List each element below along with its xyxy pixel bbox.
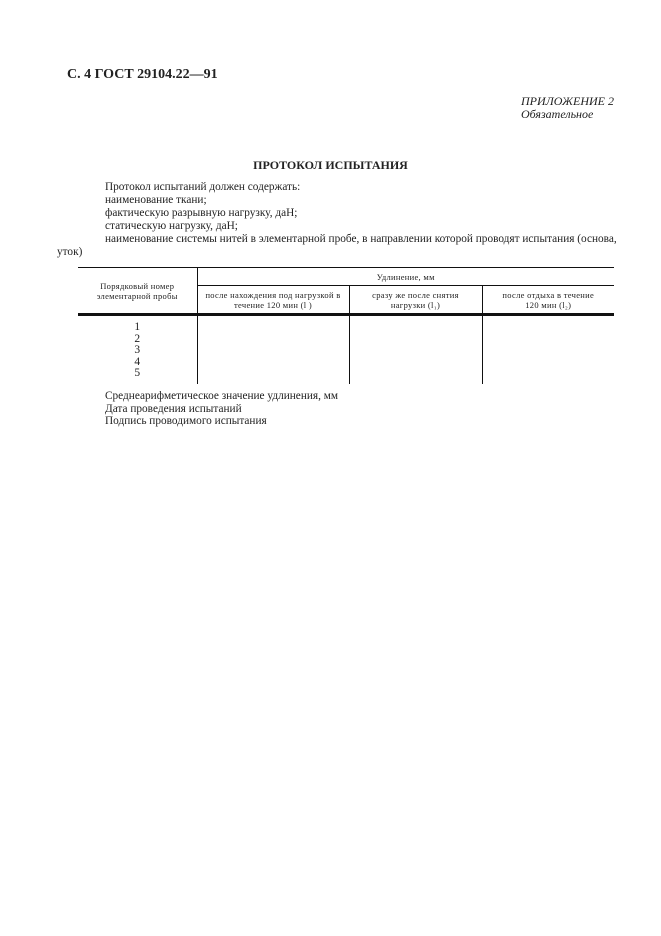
row-number: 1 xyxy=(134,321,141,333)
col-header-sample-number: Порядковый номер элементарной пробы xyxy=(78,268,197,315)
subheader-after-rest: после отдыха в течение 120 мин (l₂) xyxy=(482,286,614,315)
row-number: 3 xyxy=(134,344,141,356)
subheader-under-load: после нахождения под нагрузкой в течение 120 мин (l ) xyxy=(197,286,349,315)
sample-numbers xyxy=(78,315,197,384)
appendix-number: ПРИЛОЖЕНИЕ 2 xyxy=(521,94,614,108)
row-number: 4 xyxy=(134,355,141,368)
section-title: ПРОТОКОЛ ИСПЫТАНИЯ xyxy=(253,158,408,172)
footer-line: Подпись проводимого испытания xyxy=(105,415,267,427)
intro-line: наименование системы нитей в элементарной пробе, в направлении которой проводят испытания (основа, уток) xyxy=(57,233,617,258)
footer-text xyxy=(105,390,338,428)
protocol-table xyxy=(78,267,614,384)
intro-line: статическую нагрузку, даН; xyxy=(105,220,238,232)
appendix-label xyxy=(521,95,614,121)
col-header-elongation: Удлинение, мм xyxy=(197,268,614,286)
row-number: 5 xyxy=(134,367,141,379)
subheader-after-unload: сразу же после снятия нагрузки (l₁) xyxy=(349,286,482,315)
footer-line: Среднеарифметическое значение удлинения, мм xyxy=(105,390,339,402)
page-header: С. 4 ГОСТ 29104.22—91 xyxy=(67,67,218,82)
cell-empty xyxy=(349,315,482,384)
intro-text xyxy=(57,181,621,259)
intro-line: наименование ткани; xyxy=(105,194,207,206)
cell-empty xyxy=(197,315,349,384)
appendix-status: Обязательное xyxy=(521,107,594,121)
intro-line: фактическую разрывную нагрузку, даН; xyxy=(105,207,298,219)
intro-line: Протокол испытаний должен содержать: xyxy=(105,181,301,193)
footer-line: Дата проведения испытаний xyxy=(105,402,242,415)
cell-empty xyxy=(482,315,614,384)
row-number: 2 xyxy=(134,332,141,345)
